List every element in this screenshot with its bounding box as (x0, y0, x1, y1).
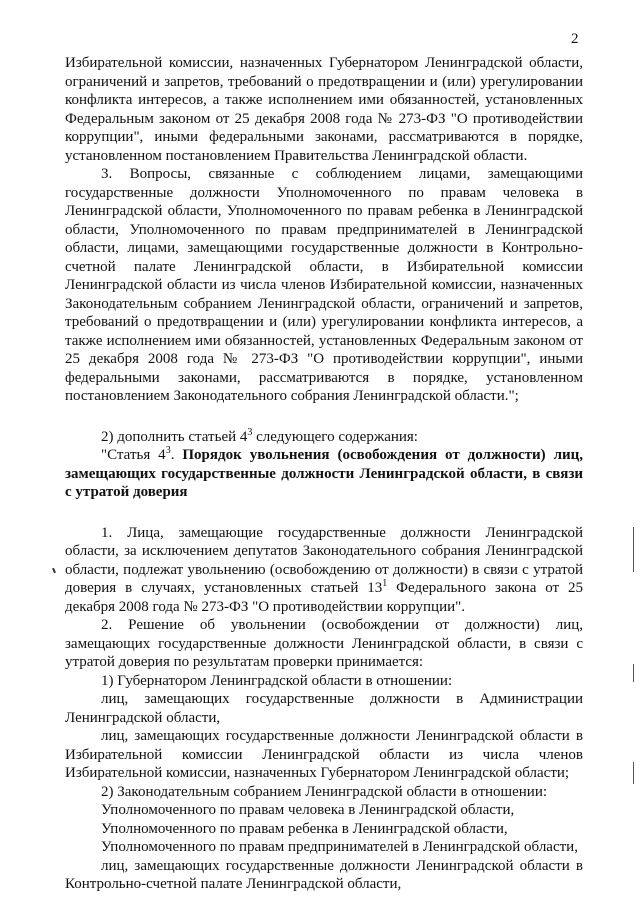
article-heading: "Статья $4^3$. Порядок увольнения (освобождения от должности) лиц, замещающих государственные должности Ленинградской области, в связи с утратой доверия (65, 445, 584, 500)
list-item: Уполномоченного по правам предпринимателей в Ленинградской области, (101, 839, 578, 855)
paragraph-amendment-intro: 2) дополнить статьей $4^3$ следующего содержания: (101, 426, 418, 445)
page-number: 2 (571, 31, 579, 47)
paragraph-item-3: 3. Вопросы, связанные с соблюдением лицами, замещающими государственные должности Уполномоченного по правам человека в Ленинградской области, Уполномоченного по правам ребенка в Ленинградской области, Уполномоченного по правам предпринимателей в Ленинградской области, лицами, замещающими государственные должности в Контрольно-счетной палате Ленинградской области, в Избирательной комиссии Ленинградской области из числа членов Избирательной комиссии, назначенных Законодательным собранием Ленинградской области, ограничений и запретов, требований о предотвращении и (или) урегулировании конфликта интересов, а также исполнением ими обязанностей, установленных Федеральным законом от 25 декабря 2008 года № 273-ФЗ "О противодействии коррупции", иными федеральными законами, рассматриваются в порядке, установленном постановлением Законодательного собрания Ленинградской области."; (65, 166, 583, 404)
list-item: Уполномоченного по правам ребенка в Ленинградской области, (101, 820, 508, 837)
list-item: лиц, замещающих государственные должности Ленинградской области в Контрольно-счетной палате Ленинградской области, (65, 857, 583, 892)
article-clause-2: 2. Решение об увольнении (освобождении от должности) лиц, замещающих государственные должности Ленинградской области, в связи с утратой доверия по результатам проверки принимается: (65, 617, 583, 670)
scan-speck (52, 568, 56, 573)
list-item: лиц, замещающих государственные должности в Администрации Ленинградской области, (65, 691, 583, 726)
scan-edge-mark (633, 527, 634, 572)
list-item: лиц, замещающих государственные должности Ленинградской области в Избирательной комиссии Ленинградской области из числа членов Избирательной комиссии, назначенных Губернатором Ленинградской области; (65, 728, 583, 781)
list-item: Уполномоченного по правам человека в Ленинградской области, (101, 802, 515, 818)
document-body (65, 54, 583, 894)
article-clause-1: 1. Лица, замещающие государственные должности Ленинградской области, за исключением депутатов Законодательного собрания Ленинградской области, подлежат увольнению (освобождению от должности) в связи с утратой доверия в случаях, установленных статьей $13^1$ Федерального закона от 25 декабря 2008 года № 273-ФЗ "О противодействии коррупции". (65, 524, 583, 615)
list-item: 2) Законодательным собранием Ленинградской области в отношении: (101, 783, 548, 800)
paragraph-continuation: Избирательной комиссии, назначенных Губернатором Ленинградской области, ограничений и запретов, требований о предотвращении и (или) урегулировании конфликта интересов, а также исполнением ими обязанностей, установленных Федеральным законом от 25 декабря 2008 года № 273-ФЗ "О противодействии коррупции", иными федеральными законами, рассматриваются в порядке, установленном постановлением Правительства Ленинградской области. (65, 55, 583, 164)
list-item: 1) Губернатором Ленинградской области в отношении: (101, 672, 453, 689)
scan-edge-mark (633, 762, 634, 784)
scan-edge-mark (633, 664, 634, 682)
article-title: Порядок увольнения (освобождения от должности) лиц, замещающих государственные должности Ленинградской области, в связи с утратой доверия (65, 447, 584, 500)
